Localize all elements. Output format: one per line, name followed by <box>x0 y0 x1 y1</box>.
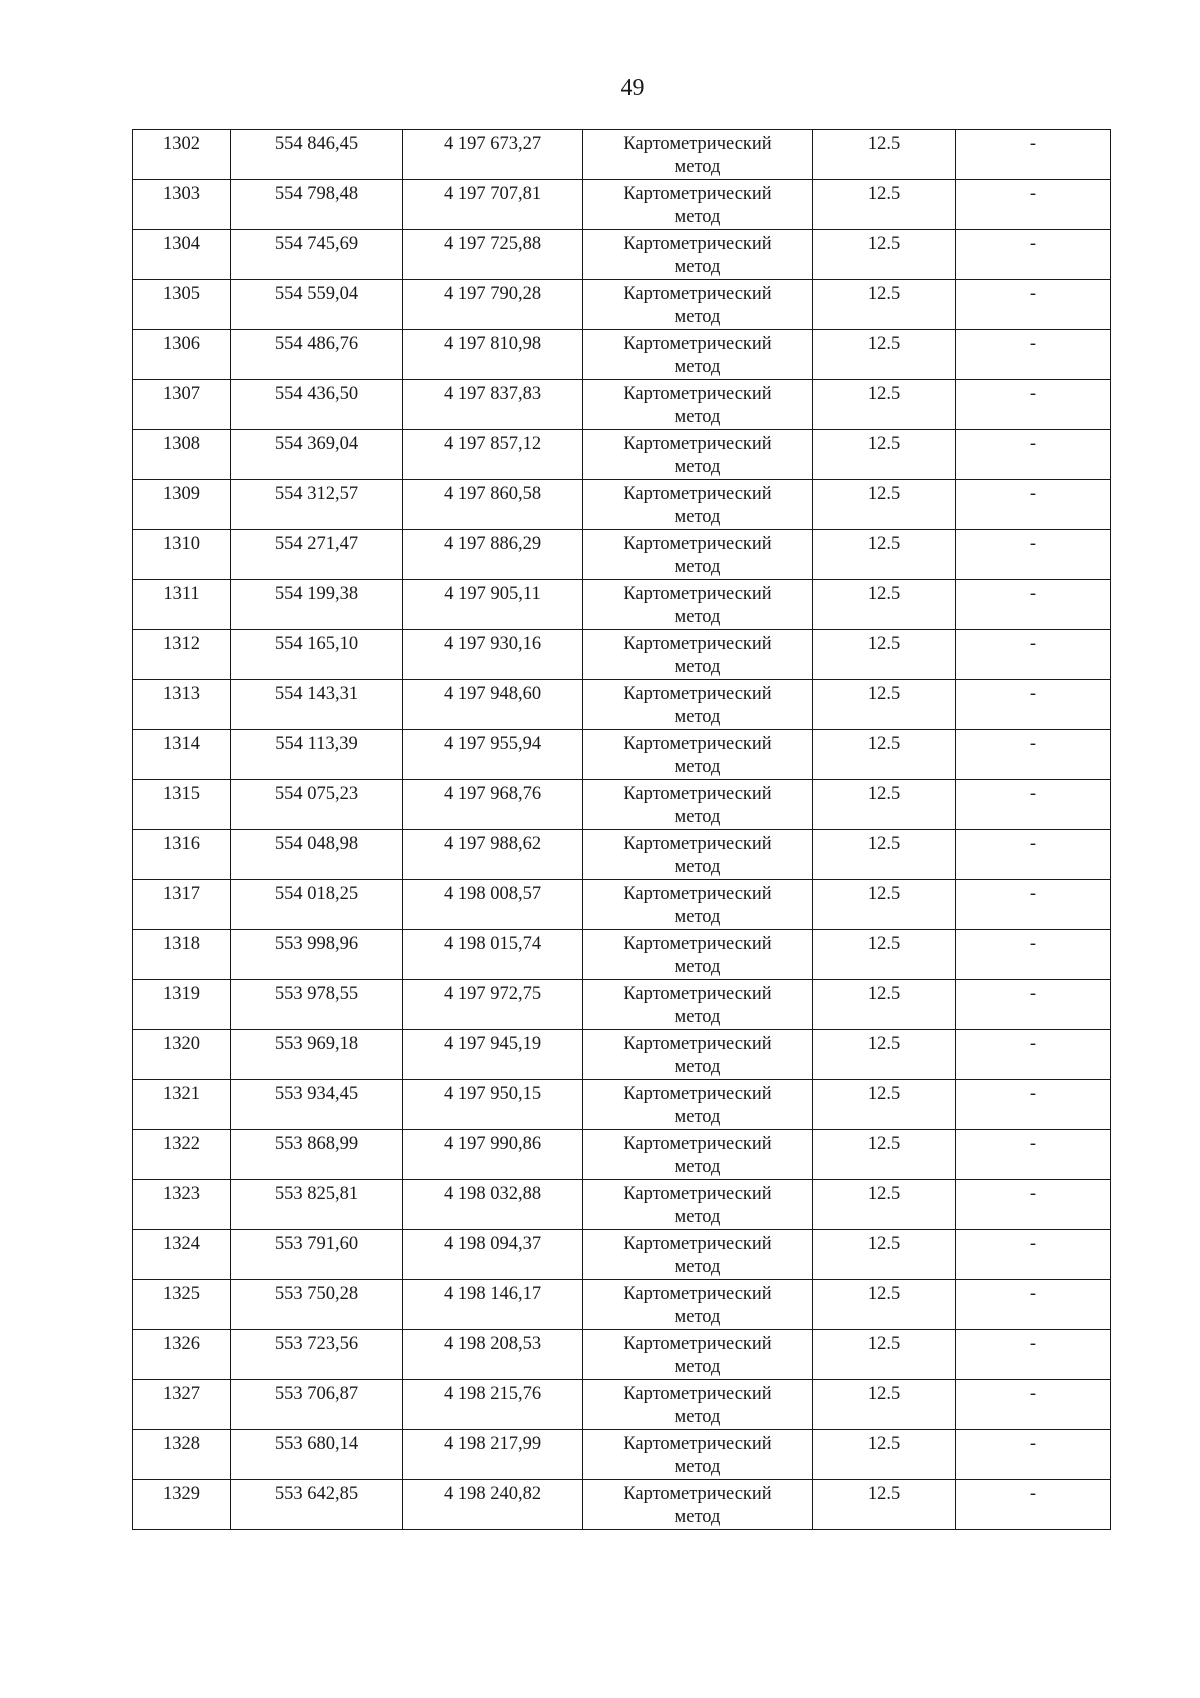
x-coordinate-cell: 553 934,45 <box>231 1080 403 1130</box>
note-cell: - <box>956 930 1111 980</box>
note-cell: - <box>956 480 1111 530</box>
method-line-1: Картометрический <box>623 484 772 504</box>
table-body <box>133 130 1111 1530</box>
method-line-1: Картометрический <box>623 634 772 654</box>
precision-cell: 12.5 <box>813 730 956 780</box>
precision-cell: 12.5 <box>813 880 956 930</box>
note-cell: - <box>956 380 1111 430</box>
table-row <box>133 580 1111 630</box>
method-cell <box>583 1180 813 1230</box>
x-coordinate-cell: 554 559,04 <box>231 280 403 330</box>
method-line-1: Картометрический <box>623 1484 772 1504</box>
x-coordinate-cell: 554 048,98 <box>231 830 403 880</box>
note-cell: - <box>956 180 1111 230</box>
point-number-cell: 1312 <box>133 630 231 680</box>
method-cell <box>583 830 813 880</box>
y-coordinate-cell: 4 197 707,81 <box>403 180 583 230</box>
precision-cell: 12.5 <box>813 1230 956 1280</box>
point-number-cell: 1304 <box>133 230 231 280</box>
point-number-cell: 1307 <box>133 380 231 430</box>
method-line-1: Картометрический <box>623 834 772 854</box>
method-cell <box>583 330 813 380</box>
point-number-cell: 1303 <box>133 180 231 230</box>
table-row <box>133 1080 1111 1130</box>
method-line-2: метод <box>674 1457 721 1477</box>
method-cell <box>583 130 813 180</box>
method-cell <box>583 680 813 730</box>
method-line-2: метод <box>674 357 721 377</box>
method-line-1: Картометрический <box>623 534 772 554</box>
y-coordinate-cell: 4 198 217,99 <box>403 1430 583 1480</box>
note-cell: - <box>956 1430 1111 1480</box>
x-coordinate-cell: 554 113,39 <box>231 730 403 780</box>
x-coordinate-cell: 554 165,10 <box>231 630 403 680</box>
method-cell <box>583 1030 813 1080</box>
method-line-2: метод <box>674 1307 721 1327</box>
note-cell: - <box>956 130 1111 180</box>
precision-cell: 12.5 <box>813 930 956 980</box>
point-number-cell: 1329 <box>133 1480 231 1530</box>
point-number-cell: 1310 <box>133 530 231 580</box>
note-cell: - <box>956 530 1111 580</box>
table-row <box>133 380 1111 430</box>
note-cell: - <box>956 1480 1111 1530</box>
point-number-cell: 1305 <box>133 280 231 330</box>
method-line-2: метод <box>674 207 721 227</box>
x-coordinate-cell: 554 075,23 <box>231 780 403 830</box>
note-cell: - <box>956 1080 1111 1130</box>
note-cell: - <box>956 230 1111 280</box>
method-line-2: метод <box>674 157 721 177</box>
precision-cell: 12.5 <box>813 1430 956 1480</box>
note-cell: - <box>956 630 1111 680</box>
table-row <box>133 130 1111 180</box>
note-cell: - <box>956 980 1111 1030</box>
method-cell <box>583 1430 813 1480</box>
point-number-cell: 1325 <box>133 1280 231 1330</box>
table-row <box>133 430 1111 480</box>
method-line-2: метод <box>674 1357 721 1377</box>
precision-cell: 12.5 <box>813 580 956 630</box>
table-row <box>133 280 1111 330</box>
table-row <box>133 1130 1111 1180</box>
method-line-2: метод <box>674 1257 721 1277</box>
method-line-2: метод <box>674 507 721 527</box>
method-line-2: метод <box>674 1507 721 1527</box>
point-number-cell: 1321 <box>133 1080 231 1130</box>
method-cell <box>583 1130 813 1180</box>
table-row <box>133 1230 1111 1280</box>
precision-cell: 12.5 <box>813 280 956 330</box>
method-line-2: метод <box>674 657 721 677</box>
y-coordinate-cell: 4 198 208,53 <box>403 1330 583 1380</box>
y-coordinate-cell: 4 197 930,16 <box>403 630 583 680</box>
precision-cell: 12.5 <box>813 980 956 1030</box>
y-coordinate-cell: 4 198 008,57 <box>403 880 583 930</box>
method-cell <box>583 230 813 280</box>
x-coordinate-cell: 553 680,14 <box>231 1430 403 1480</box>
method-cell <box>583 430 813 480</box>
x-coordinate-cell: 553 998,96 <box>231 930 403 980</box>
point-number-cell: 1313 <box>133 680 231 730</box>
table-row <box>133 680 1111 730</box>
note-cell: - <box>956 1330 1111 1380</box>
method-line-1: Картометрический <box>623 1234 772 1254</box>
precision-cell: 12.5 <box>813 380 956 430</box>
method-line-1: Картометрический <box>623 1084 772 1104</box>
table-row <box>133 780 1111 830</box>
y-coordinate-cell: 4 198 240,82 <box>403 1480 583 1530</box>
note-cell: - <box>956 1180 1111 1230</box>
method-cell <box>583 880 813 930</box>
x-coordinate-cell: 554 745,69 <box>231 230 403 280</box>
precision-cell: 12.5 <box>813 630 956 680</box>
table-row <box>133 1280 1111 1330</box>
precision-cell: 12.5 <box>813 480 956 530</box>
method-cell <box>583 380 813 430</box>
method-line-1: Картометрический <box>623 434 772 454</box>
method-line-1: Картометрический <box>623 1284 772 1304</box>
method-line-2: метод <box>674 757 721 777</box>
x-coordinate-cell: 554 199,38 <box>231 580 403 630</box>
table-row <box>133 730 1111 780</box>
method-cell <box>583 930 813 980</box>
method-line-1: Картометрический <box>623 1384 772 1404</box>
method-line-2: метод <box>674 707 721 727</box>
method-cell <box>583 1280 813 1330</box>
x-coordinate-cell: 553 978,55 <box>231 980 403 1030</box>
y-coordinate-cell: 4 197 955,94 <box>403 730 583 780</box>
method-line-2: метод <box>674 407 721 427</box>
point-number-cell: 1315 <box>133 780 231 830</box>
table-row <box>133 1330 1111 1380</box>
table-row <box>133 1180 1111 1230</box>
method-cell <box>583 480 813 530</box>
y-coordinate-cell: 4 198 146,17 <box>403 1280 583 1330</box>
y-coordinate-cell: 4 198 032,88 <box>403 1180 583 1230</box>
point-number-cell: 1311 <box>133 580 231 630</box>
note-cell: - <box>956 1230 1111 1280</box>
table-row <box>133 1480 1111 1530</box>
note-cell: - <box>956 330 1111 380</box>
x-coordinate-cell: 554 436,50 <box>231 380 403 430</box>
x-coordinate-cell: 554 018,25 <box>231 880 403 930</box>
point-number-cell: 1323 <box>133 1180 231 1230</box>
y-coordinate-cell: 4 197 968,76 <box>403 780 583 830</box>
note-cell: - <box>956 880 1111 930</box>
method-line-1: Картометрический <box>623 334 772 354</box>
note-cell: - <box>956 1130 1111 1180</box>
note-cell: - <box>956 430 1111 480</box>
precision-cell: 12.5 <box>813 430 956 480</box>
method-line-2: метод <box>674 957 721 977</box>
y-coordinate-cell: 4 197 988,62 <box>403 830 583 880</box>
method-line-1: Картометрический <box>623 1184 772 1204</box>
note-cell: - <box>956 830 1111 880</box>
point-number-cell: 1328 <box>133 1430 231 1480</box>
method-line-2: метод <box>674 1057 721 1077</box>
method-line-1: Картометрический <box>623 884 772 904</box>
method-cell <box>583 580 813 630</box>
note-cell: - <box>956 1380 1111 1430</box>
x-coordinate-cell: 554 798,48 <box>231 180 403 230</box>
method-line-2: метод <box>674 457 721 477</box>
method-line-2: метод <box>674 607 721 627</box>
method-line-1: Картометрический <box>623 584 772 604</box>
x-coordinate-cell: 553 969,18 <box>231 1030 403 1080</box>
precision-cell: 12.5 <box>813 1280 956 1330</box>
x-coordinate-cell: 553 825,81 <box>231 1180 403 1230</box>
method-cell <box>583 780 813 830</box>
method-line-1: Картометрический <box>623 234 772 254</box>
note-cell: - <box>956 680 1111 730</box>
precision-cell: 12.5 <box>813 1080 956 1130</box>
table-row <box>133 480 1111 530</box>
y-coordinate-cell: 4 197 950,15 <box>403 1080 583 1130</box>
y-coordinate-cell: 4 197 886,29 <box>403 530 583 580</box>
x-coordinate-cell: 554 846,45 <box>231 130 403 180</box>
precision-cell: 12.5 <box>813 1330 956 1380</box>
method-line-1: Картометрический <box>623 984 772 1004</box>
point-number-cell: 1327 <box>133 1380 231 1430</box>
method-line-1: Картометрический <box>623 284 772 304</box>
method-line-1: Картометрический <box>623 684 772 704</box>
precision-cell: 12.5 <box>813 1480 956 1530</box>
method-cell <box>583 1080 813 1130</box>
method-line-1: Картометрический <box>623 1434 772 1454</box>
x-coordinate-cell: 554 369,04 <box>231 430 403 480</box>
precision-cell: 12.5 <box>813 530 956 580</box>
method-cell <box>583 1330 813 1380</box>
table-row <box>133 1430 1111 1480</box>
note-cell: - <box>956 730 1111 780</box>
note-cell: - <box>956 1030 1111 1080</box>
table-row <box>133 530 1111 580</box>
y-coordinate-cell: 4 197 945,19 <box>403 1030 583 1080</box>
method-cell <box>583 980 813 1030</box>
precision-cell: 12.5 <box>813 780 956 830</box>
x-coordinate-cell: 554 271,47 <box>231 530 403 580</box>
y-coordinate-cell: 4 197 837,83 <box>403 380 583 430</box>
table-row <box>133 330 1111 380</box>
method-line-1: Картометрический <box>623 384 772 404</box>
point-number-cell: 1318 <box>133 930 231 980</box>
note-cell: - <box>956 780 1111 830</box>
y-coordinate-cell: 4 197 948,60 <box>403 680 583 730</box>
note-cell: - <box>956 580 1111 630</box>
precision-cell: 12.5 <box>813 1030 956 1080</box>
y-coordinate-cell: 4 198 094,37 <box>403 1230 583 1280</box>
x-coordinate-cell: 553 706,87 <box>231 1380 403 1430</box>
method-cell <box>583 280 813 330</box>
method-cell <box>583 1480 813 1530</box>
y-coordinate-cell: 4 197 673,27 <box>403 130 583 180</box>
note-cell: - <box>956 280 1111 330</box>
precision-cell: 12.5 <box>813 180 956 230</box>
point-number-cell: 1306 <box>133 330 231 380</box>
method-line-1: Картометрический <box>623 784 772 804</box>
x-coordinate-cell: 554 486,76 <box>231 330 403 380</box>
method-cell <box>583 1230 813 1280</box>
method-cell <box>583 530 813 580</box>
y-coordinate-cell: 4 197 905,11 <box>403 580 583 630</box>
point-number-cell: 1314 <box>133 730 231 780</box>
method-cell <box>583 730 813 780</box>
precision-cell: 12.5 <box>813 1180 956 1230</box>
method-cell <box>583 630 813 680</box>
method-line-1: Картометрический <box>623 184 772 204</box>
method-line-2: метод <box>674 857 721 877</box>
method-cell <box>583 1380 813 1430</box>
point-number-cell: 1326 <box>133 1330 231 1380</box>
y-coordinate-cell: 4 198 015,74 <box>403 930 583 980</box>
x-coordinate-cell: 553 868,99 <box>231 1130 403 1180</box>
method-line-2: метод <box>674 1007 721 1027</box>
x-coordinate-cell: 553 723,56 <box>231 1330 403 1380</box>
coordinates-table <box>132 129 1111 1530</box>
method-line-2: метод <box>674 1207 721 1227</box>
table-row <box>133 830 1111 880</box>
method-line-2: метод <box>674 907 721 927</box>
point-number-cell: 1308 <box>133 430 231 480</box>
point-number-cell: 1319 <box>133 980 231 1030</box>
x-coordinate-cell: 554 312,57 <box>231 480 403 530</box>
point-number-cell: 1324 <box>133 1230 231 1280</box>
y-coordinate-cell: 4 197 860,58 <box>403 480 583 530</box>
method-line-2: метод <box>674 1407 721 1427</box>
precision-cell: 12.5 <box>813 130 956 180</box>
precision-cell: 12.5 <box>813 1380 956 1430</box>
table-row <box>133 980 1111 1030</box>
table-row <box>133 880 1111 930</box>
method-line-2: метод <box>674 1157 721 1177</box>
method-line-1: Картометрический <box>623 934 772 954</box>
table-row <box>133 1030 1111 1080</box>
y-coordinate-cell: 4 197 725,88 <box>403 230 583 280</box>
page-number: 49 <box>620 75 645 101</box>
method-line-2: метод <box>674 257 721 277</box>
method-line-1: Картометрический <box>623 1034 772 1054</box>
method-line-2: метод <box>674 1107 721 1127</box>
precision-cell: 12.5 <box>813 830 956 880</box>
method-line-2: метод <box>674 557 721 577</box>
method-line-1: Картометрический <box>623 734 772 754</box>
y-coordinate-cell: 4 197 857,12 <box>403 430 583 480</box>
method-line-1: Картометрический <box>623 1134 772 1154</box>
y-coordinate-cell: 4 197 990,86 <box>403 1130 583 1180</box>
method-line-2: метод <box>674 807 721 827</box>
table-row <box>133 230 1111 280</box>
table-row <box>133 630 1111 680</box>
y-coordinate-cell: 4 197 810,98 <box>403 330 583 380</box>
precision-cell: 12.5 <box>813 1130 956 1180</box>
note-cell: - <box>956 1280 1111 1330</box>
point-number-cell: 1316 <box>133 830 231 880</box>
method-line-2: метод <box>674 307 721 327</box>
x-coordinate-cell: 553 642,85 <box>231 1480 403 1530</box>
method-cell <box>583 180 813 230</box>
precision-cell: 12.5 <box>813 330 956 380</box>
x-coordinate-cell: 554 143,31 <box>231 680 403 730</box>
precision-cell: 12.5 <box>813 680 956 730</box>
method-line-1: Картометрический <box>623 1334 772 1354</box>
point-number-cell: 1302 <box>133 130 231 180</box>
table-row <box>133 180 1111 230</box>
y-coordinate-cell: 4 198 215,76 <box>403 1380 583 1430</box>
y-coordinate-cell: 4 197 790,28 <box>403 280 583 330</box>
point-number-cell: 1320 <box>133 1030 231 1080</box>
point-number-cell: 1309 <box>133 480 231 530</box>
table-row <box>133 930 1111 980</box>
table-row <box>133 1380 1111 1430</box>
y-coordinate-cell: 4 197 972,75 <box>403 980 583 1030</box>
point-number-cell: 1317 <box>133 880 231 930</box>
precision-cell: 12.5 <box>813 230 956 280</box>
x-coordinate-cell: 553 791,60 <box>231 1230 403 1280</box>
point-number-cell: 1322 <box>133 1130 231 1180</box>
x-coordinate-cell: 553 750,28 <box>231 1280 403 1330</box>
method-line-1: Картометрический <box>623 134 772 154</box>
